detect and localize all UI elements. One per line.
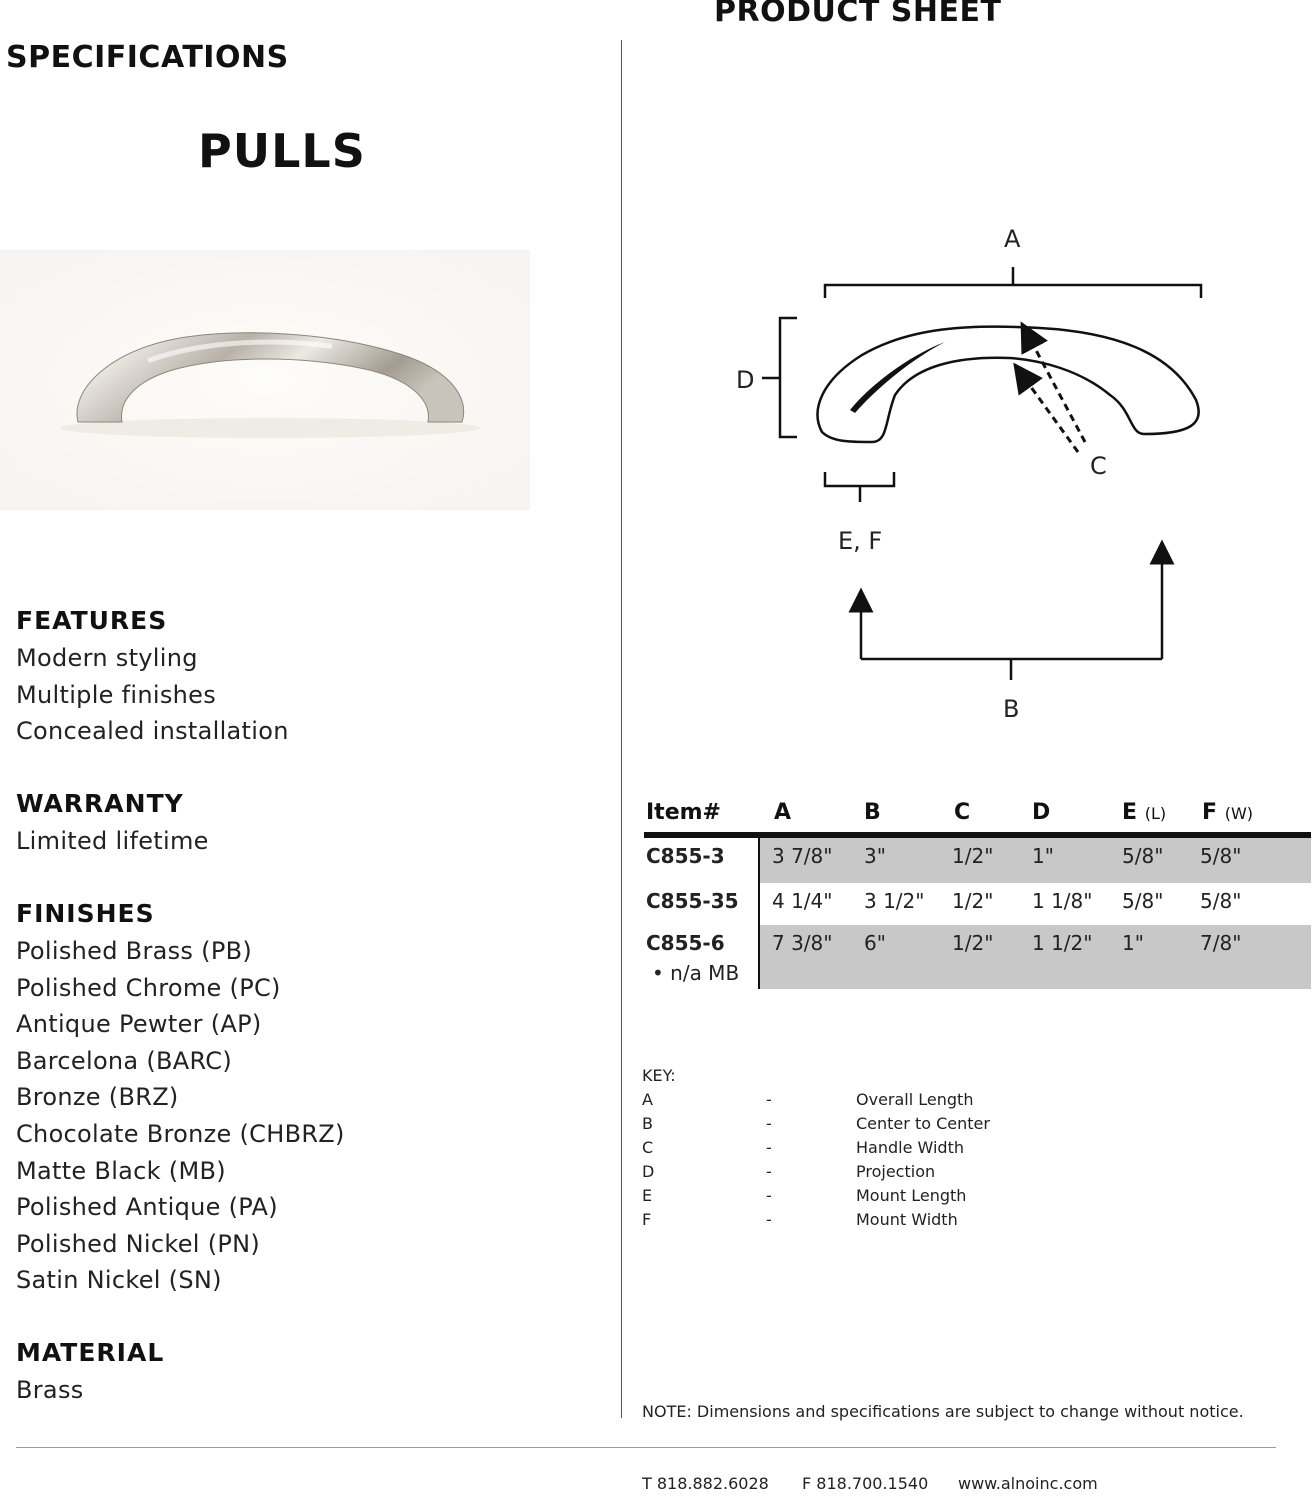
label-ef: E, F bbox=[838, 527, 883, 555]
header-a: A bbox=[774, 800, 792, 825]
table-row bbox=[644, 925, 1311, 989]
bracket-ef bbox=[825, 472, 894, 502]
cell-e: 1" bbox=[1122, 931, 1144, 955]
cell-b: 6" bbox=[864, 931, 886, 955]
cell-item: C855-35 bbox=[646, 889, 739, 913]
row-separator bbox=[758, 838, 760, 883]
disclaimer-note: NOTE: Dimensions and specifications are subject to change without notice. bbox=[642, 1402, 1244, 1421]
cell-item: C855-3 bbox=[646, 844, 725, 868]
finishes-title: FINISHES bbox=[16, 899, 155, 928]
header-item: Item# bbox=[646, 800, 721, 825]
cell-e: 5/8" bbox=[1122, 844, 1164, 868]
arrow-c-outer bbox=[1022, 324, 1085, 442]
cell-note: • n/a MB bbox=[652, 961, 740, 985]
cell-a: 7 3/8" bbox=[772, 931, 833, 955]
bracket-b bbox=[861, 659, 1162, 680]
features-list bbox=[16, 640, 289, 750]
header-b: B bbox=[864, 800, 881, 825]
bracket-a bbox=[825, 267, 1201, 298]
key-letter: E bbox=[642, 1186, 653, 1205]
photo-shadow bbox=[60, 418, 480, 438]
warranty-list bbox=[16, 823, 209, 860]
product-sheet-title: PRODUCT SHEET bbox=[714, 0, 1002, 29]
table-header bbox=[644, 796, 1311, 832]
key-meaning: Center to Center bbox=[856, 1114, 990, 1133]
header-f-letter: F bbox=[1202, 800, 1218, 825]
row-separator bbox=[758, 925, 760, 989]
key-title: KEY: bbox=[642, 1066, 676, 1085]
warranty-title: WARRANTY bbox=[16, 789, 184, 818]
header-f-unit: (W) bbox=[1224, 804, 1254, 823]
finish-item: Bronze (BRZ) bbox=[16, 1083, 179, 1112]
key-dash: - bbox=[766, 1186, 772, 1205]
finish-item: Polished Nickel (PN) bbox=[16, 1229, 261, 1258]
key-dash: - bbox=[766, 1138, 772, 1157]
key-letter: B bbox=[642, 1114, 653, 1133]
features-title: FEATURES bbox=[16, 606, 168, 635]
cell-c: 1/2" bbox=[952, 844, 994, 868]
table-row bbox=[644, 838, 1311, 883]
cell-c: 1/2" bbox=[952, 889, 994, 913]
key-dash: - bbox=[766, 1090, 772, 1109]
key-meaning: Projection bbox=[856, 1162, 936, 1181]
row-separator bbox=[758, 883, 760, 925]
footer-divider bbox=[16, 1447, 1276, 1448]
cell-e: 5/8" bbox=[1122, 889, 1164, 913]
spec-table bbox=[644, 796, 1311, 985]
key-dash: - bbox=[766, 1210, 772, 1229]
key-meaning: Mount Width bbox=[856, 1210, 958, 1229]
header-c: C bbox=[954, 800, 971, 825]
cell-b: 3 1/2" bbox=[864, 889, 925, 913]
label-c: C bbox=[1090, 452, 1107, 480]
key-letter: A bbox=[642, 1090, 653, 1109]
key-letter: F bbox=[642, 1210, 652, 1229]
material-title: MATERIAL bbox=[16, 1338, 165, 1367]
cell-c: 1/2" bbox=[952, 931, 994, 955]
footer-fax: F 818.700.1540 bbox=[802, 1474, 929, 1493]
material-item: Brass bbox=[16, 1376, 84, 1404]
cell-d: 1 1/2" bbox=[1032, 931, 1093, 955]
header-e bbox=[1122, 800, 1166, 825]
cell-f: 5/8" bbox=[1200, 844, 1242, 868]
header-f bbox=[1202, 800, 1253, 825]
key-meaning: Handle Width bbox=[856, 1138, 964, 1157]
cell-a: 3 7/8" bbox=[772, 844, 833, 868]
column-divider bbox=[621, 40, 622, 1418]
cell-item: C855-6 bbox=[646, 931, 725, 955]
key-meaning: Mount Length bbox=[856, 1186, 967, 1205]
key-letter: D bbox=[642, 1162, 655, 1181]
label-a: A bbox=[1004, 225, 1021, 253]
specifications-title: SPECIFICATIONS bbox=[6, 40, 289, 75]
cell-d: 1 1/8" bbox=[1032, 889, 1093, 913]
finish-item: Barcelona (BARC) bbox=[16, 1046, 233, 1075]
product-photo bbox=[0, 250, 530, 510]
feature-item: Modern styling bbox=[16, 644, 198, 672]
finish-item: Antique Pewter (AP) bbox=[16, 1010, 262, 1039]
cell-f: 5/8" bbox=[1200, 889, 1242, 913]
key-meaning: Overall Length bbox=[856, 1090, 974, 1109]
table-row bbox=[644, 883, 1311, 925]
finish-item: Chocolate Bronze (CHBRZ) bbox=[16, 1119, 345, 1148]
feature-item: Multiple finishes bbox=[16, 680, 217, 709]
feature-item: Concealed installation bbox=[16, 717, 289, 746]
bracket-d bbox=[762, 318, 797, 437]
header-d: D bbox=[1032, 800, 1051, 825]
cell-b: 3" bbox=[864, 844, 886, 868]
category-title: PULLS bbox=[198, 124, 366, 178]
label-d: D bbox=[736, 366, 755, 394]
cell-f: 7/8" bbox=[1200, 931, 1242, 955]
header-e-unit: (L) bbox=[1144, 804, 1167, 823]
header-e-letter: E bbox=[1122, 800, 1138, 825]
key-letter: C bbox=[642, 1138, 654, 1157]
material-list bbox=[16, 1372, 84, 1409]
finish-item: Polished Chrome (PC) bbox=[16, 973, 281, 1002]
finish-item: Satin Nickel (SN) bbox=[16, 1266, 222, 1295]
photo-background bbox=[0, 250, 530, 510]
dimension-diagram bbox=[640, 210, 1260, 730]
footer-website[interactable]: www.alnoinc.com bbox=[958, 1474, 1098, 1493]
finishes-list bbox=[16, 933, 345, 1299]
finish-item: Polished Brass (PB) bbox=[16, 937, 253, 965]
key-dash: - bbox=[766, 1114, 772, 1133]
cell-a: 4 1/4" bbox=[772, 889, 833, 913]
footer-phone: T 818.882.6028 bbox=[642, 1474, 769, 1493]
label-b: B bbox=[1003, 695, 1020, 723]
finish-item: Matte Black (MB) bbox=[16, 1156, 226, 1185]
handle-outline bbox=[818, 327, 1199, 442]
key-dash: - bbox=[766, 1162, 772, 1181]
cell-d: 1" bbox=[1032, 844, 1054, 868]
finish-item: Polished Antique (PA) bbox=[16, 1193, 278, 1222]
warranty-item: Limited lifetime bbox=[16, 827, 209, 855]
